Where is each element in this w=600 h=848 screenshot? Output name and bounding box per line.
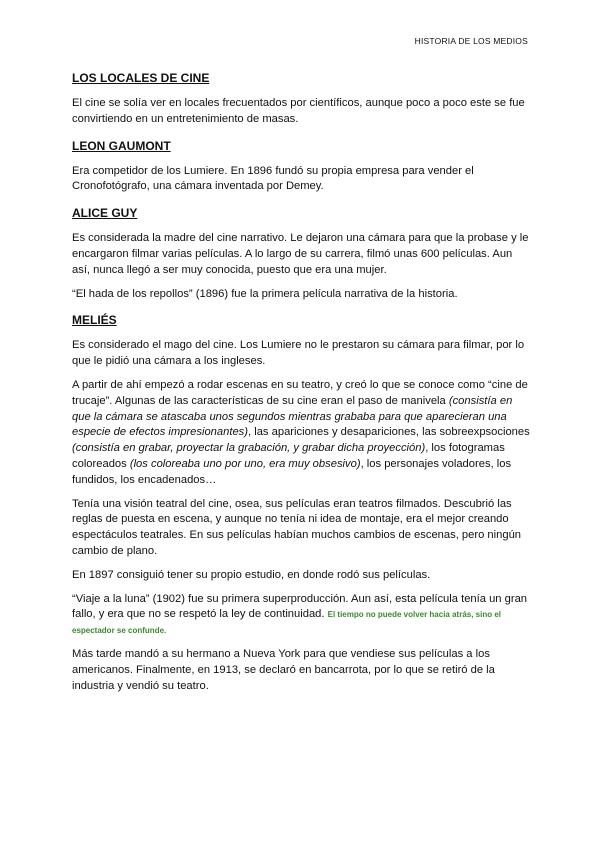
paragraph: En 1897 consiguió tener su propio estudio, en donde rodó sus películas. xyxy=(72,568,431,581)
section-title-locales: LOS LOCALES DE CINE xyxy=(72,71,210,85)
paragraph-with-note xyxy=(72,592,530,639)
paragraph: Más tarde mandó a su hermano a Nueva York para que vendiese sus películas a los americanos. Finalmente, en 1913, se declaró en bancarrota, por lo que se retiró de la industria y vendió su teatro. xyxy=(72,647,495,692)
paragraph: El cine se solía ver en locales frecuentados por científicos, aunque poco a poco este se fue convirtiendo en un entretenimiento de masas. xyxy=(72,97,525,125)
italic-run: (los coloreaba uno por uno, era muy obsesivo) xyxy=(129,457,361,470)
page-header: HISTORIA DE LOS MEDIOS xyxy=(414,36,528,46)
text-run: A partir de ahí empezó a rodar escenas en su teatro, y creó lo que se conoce como “cine de trucaje”. Algunas de las características de su cine eran el paso de manivela xyxy=(72,378,528,407)
paragraph-characteristics xyxy=(72,378,530,489)
paragraph: Tenía una visión teatral del cine, osea, sus películas eran teatros filmados. Descubrió las reglas de puesta en escena, y aunque no tenía ni idea de montaje, era el mejor creando espectáculos teatrales. En sus películas habían muchos cambios de escenas, pero ningún cambio de plano. xyxy=(72,497,522,557)
text-run: , los fotogramas coloreados xyxy=(72,442,505,470)
paragraph: Es considerado el mago del cine. Los Lumiere no le prestaron su cámara para filmar, por lo que le pidió una cámara a los ingleses. xyxy=(72,339,525,368)
document-body xyxy=(72,70,530,702)
paragraph: Era competidor de los Lumiere. En 1896 fundó su propia empresa para vender el Cronofotógrafo, una cámara inventada por Demey. xyxy=(72,164,474,193)
paragraph: Es considerada la madre del cine narrativo. Le dejaron una cámara para que la probase y le encargaron filmar varias películas. A lo largo de su carrera, filmó unas 600 películas. Aun así, nunca llegó a ser muy conocida, puesto que era una mujer. xyxy=(72,232,529,276)
paragraph: “El hada de los repollos” (1896) fue la primera película narrativa de la historia. xyxy=(72,287,458,300)
italic-run: (consistía en que la cámara se atascaba unos segundos mientras grababa para que aparecieran una especie de efectos impresionantes) xyxy=(72,394,513,439)
text-run: , las apariciones y desapariciones, las sobreexpsociones xyxy=(248,426,530,439)
text-run: “Viaje a la luna” (1902) fue su primera superproducción. Aun así, esta película tenía un gran fallo, y era que no se respetó la ley de continuidad. xyxy=(72,592,528,621)
section-title-guy: ALICE GUY xyxy=(72,206,138,221)
section-title-melies: MELIÉS xyxy=(72,313,117,328)
text-run: , los personajes voladores, los fundidos, los encadenados… xyxy=(72,457,512,486)
section-title-gaumont: LEON GAUMONT xyxy=(72,138,171,153)
margin-note: El tiempo no puede volver hacia atrás, sino el espectador se confunde. xyxy=(72,610,502,636)
italic-run: (consistía en grabar, proyectar la grabación, y grabar dicha proyección) xyxy=(72,442,426,455)
